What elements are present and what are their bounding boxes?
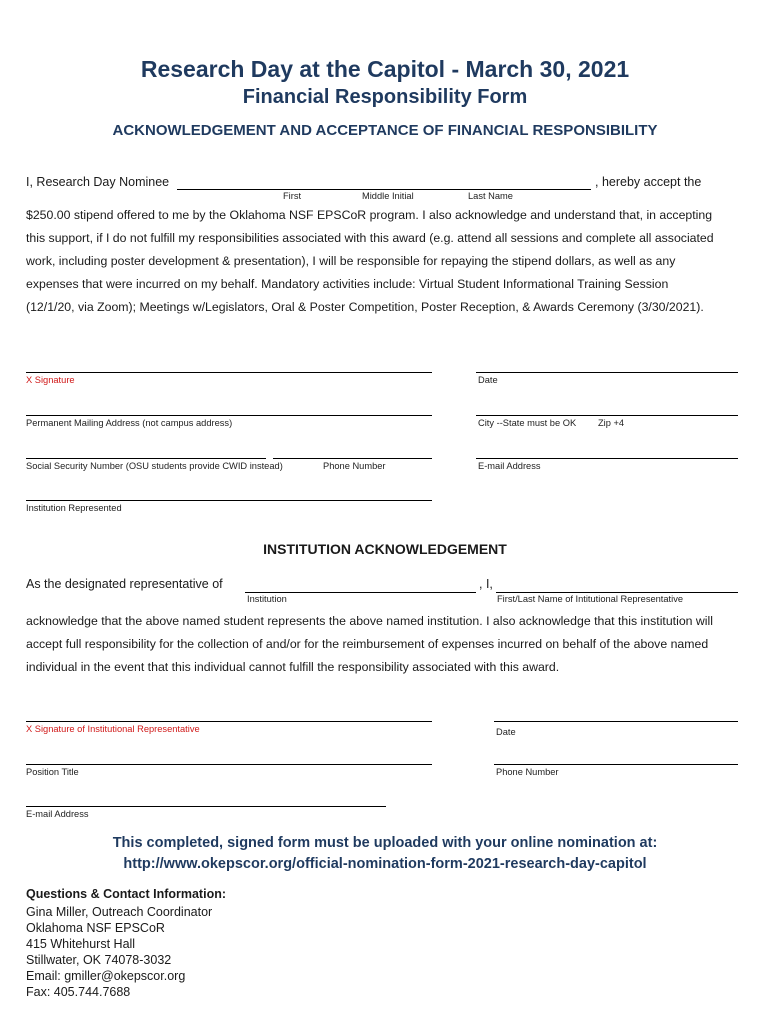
paragraph-line: work, including poster development & presentation), I will be responsible for repaying the stipend dollars, as well as any (26, 254, 676, 268)
paragraph-line: acknowledge that the above named student represents the above named institution. I also acknowledge that this institution will (26, 614, 713, 628)
contact-info (26, 904, 212, 1000)
page-title: Research Day at the Capitol - March 30, 2021 (140, 56, 630, 82)
contact-line: Stillwater, OK 74078-3032 (26, 953, 172, 967)
nominee-paragraph (26, 204, 756, 319)
ssn-label: Social Security Number (OSU students provide CWID instead) (26, 461, 283, 471)
paragraph-line: (12/1/20, via Zoom); Meetings w/Legislators, Oral & Poster Competition, Poster Reception, & Awards Ceremony (3/30/2021). (26, 300, 704, 314)
rep-date-label: Date (496, 727, 516, 737)
rep-date-field[interactable] (494, 721, 738, 722)
rep-email-label: E-mail Address (26, 809, 89, 819)
city-state-label: City --State must be OK (478, 418, 577, 428)
phone-label: Phone Number (323, 461, 386, 471)
contact-heading: Questions & Contact Information: (26, 887, 226, 901)
section-heading: ACKNOWLEDGEMENT AND ACCEPTANCE OF FINANCIAL RESPONSIBILITY (112, 122, 658, 139)
first-name-label: First (283, 191, 302, 201)
paragraph-line: $250.00 stipend offered to me by the Oklahoma NSF EPSCoR program. I also acknowledge and understand that, in accepting (26, 208, 713, 222)
rep-phone-field[interactable] (494, 764, 738, 765)
middle-initial-label: Middle Initial (362, 191, 414, 201)
rep-signature-field[interactable] (26, 721, 432, 722)
nominee-name-field[interactable] (177, 189, 591, 190)
nominee-suffix: , hereby accept the (595, 175, 702, 189)
nomination-url-link[interactable]: http://www.okepscor.org/official-nomination-form-2021-research-day-capitol (123, 856, 647, 872)
institution-heading: INSTITUTION ACKNOWLEDGEMENT (263, 541, 507, 557)
mailing-address-label: Permanent Mailing Address (not campus address) (26, 418, 233, 428)
rep-name-label: First/Last Name of Intitutional Representative (497, 594, 684, 604)
rep-name-field[interactable] (496, 592, 738, 593)
rep-institution-label: Institution (247, 594, 287, 604)
nominee-prefix: I, Research Day Nominee (26, 175, 170, 189)
date-label: Date (478, 375, 498, 385)
last-name-label: Last Name (468, 191, 513, 201)
ssn-field[interactable] (26, 458, 266, 459)
email-field[interactable] (476, 458, 738, 459)
institution-field[interactable] (26, 500, 432, 501)
institution-label: Institution Represented (26, 503, 122, 513)
phone-field[interactable] (273, 458, 432, 459)
rep-phone-label: Phone Number (496, 767, 559, 777)
position-title-label: Position Title (26, 767, 79, 777)
email-label: E-mail Address (478, 461, 541, 471)
city-state-zip-field[interactable] (476, 415, 738, 416)
paragraph-line: this support, if I do not fulfill my responsibilities associated with this award (e.g. attend all sessions and complete all associated (26, 231, 714, 245)
contact-line: Gina Miller, Outreach Coordinator (26, 905, 213, 919)
contact-line: Fax: 405.744.7688 (26, 985, 131, 999)
paragraph-line: expenses that were incurred on my behalf. Mandatory activities include: Virtual Student Informational Training Session (26, 277, 669, 291)
rep-institution-field[interactable] (245, 592, 476, 593)
date-field[interactable] (476, 372, 738, 373)
signature-label: X Signature (26, 375, 75, 385)
rep-separator: , I, (479, 577, 493, 591)
contact-line: 415 Whitehurst Hall (26, 937, 136, 951)
zip-label: Zip +4 (598, 418, 625, 428)
rep-email-field[interactable] (26, 806, 386, 807)
paragraph-line: individual in the event that this individual cannot fulfill the responsibility associated with this award. (26, 660, 560, 674)
upload-note: This completed, signed form must be uploaded with your online nomination at: (112, 835, 658, 851)
rep-prefix: As the designated representative of (26, 577, 223, 591)
position-title-field[interactable] (26, 764, 432, 765)
rep-signature-label: X Signature of Institutional Representative (26, 724, 200, 734)
signature-field[interactable] (26, 372, 432, 373)
mailing-address-field[interactable] (26, 415, 432, 416)
contact-email[interactable]: Email: gmiller@okepscor.org (26, 969, 186, 983)
form-subtitle: Financial Responsibility Form (242, 86, 528, 108)
paragraph-line: accept full responsibility for the collection of and/or for the reimbursement of expenses incurred on behalf of the above named (26, 637, 709, 651)
contact-line: Oklahoma NSF EPSCoR (26, 921, 165, 935)
institution-paragraph (26, 610, 761, 679)
